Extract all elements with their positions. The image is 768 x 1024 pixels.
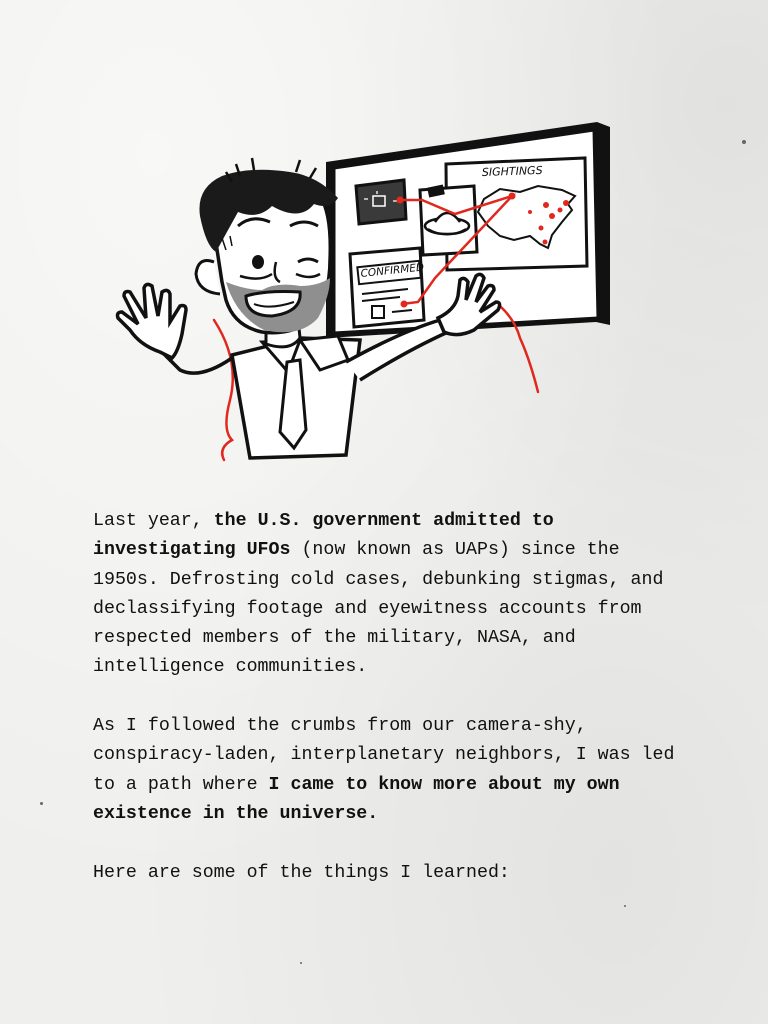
intro-text-continued: (now known as UAPs) since the 1950s. Defrosting cold cases, debunking stigmas, and declassifying footage and eyewitness accounts from respected members of the military, NASA, and intelligence communities. [93, 540, 664, 678]
sightings-heading: SIGHTINGS [481, 163, 543, 179]
confirmed-document [350, 248, 425, 327]
paragraph-lead-in: Here are some of the things I learned: [93, 862, 510, 883]
paper-speck [40, 802, 43, 805]
ufo-investigation-illustration [0, 0, 768, 500]
intro-highlight: the U.S. government admitted to investigating UFOs [93, 511, 554, 561]
raised-hand-left [118, 284, 187, 358]
journey-highlight: I came to know more about my own existence in the universe. [93, 774, 620, 824]
ufo-photo [420, 184, 477, 255]
paper-speck [300, 962, 302, 964]
intro-text: Last year, [93, 511, 214, 531]
confirmed-stamp: CONFIRMED [360, 261, 425, 280]
paragraph-intro [93, 507, 693, 683]
story-text [93, 507, 693, 917]
paragraph-journey [93, 712, 693, 829]
journey-text: As I followed the crumbs from our camera-shy, conspiracy-laden, interplanetary neighbors, I was led to a path where [93, 716, 675, 795]
